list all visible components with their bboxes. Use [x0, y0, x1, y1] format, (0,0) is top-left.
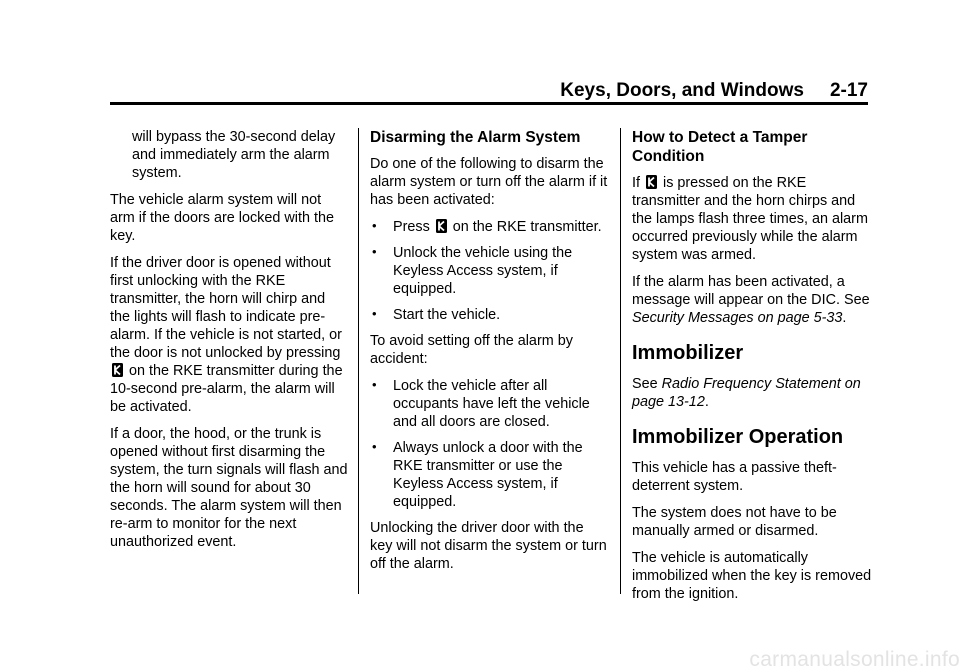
list-item: • Start the vehicle. [370, 306, 608, 324]
alarm-activated-text: If the alarm has been activated, a message will appear on the DIC. See [632, 274, 870, 308]
tamper-text: If [632, 175, 640, 191]
tamper-text-cont: is pressed on the RKE transmitter and the horn chirps and the lamps flash three times, an alarm occurred previously while the alarm system was armed. [632, 175, 868, 263]
header-title [560, 80, 868, 102]
avoid-list [370, 377, 608, 511]
column-divider-1 [358, 128, 359, 594]
watermark: carmanualsonline.info [749, 648, 960, 671]
heading-tamper: How to Detect a Tamper Condition [632, 129, 808, 165]
period: . [842, 310, 847, 326]
heading-immobilizer-operation: Immobilizer Operation [632, 426, 844, 448]
heading-disarming: Disarming the Alarm System [370, 129, 581, 146]
paragraph-passive: This vehicle has a passive theft-deterrent system. [632, 460, 837, 494]
page-number: 2-17 [829, 80, 868, 101]
paragraph-driver-door: Unlocking the driver door with the key will not disarm the system or turn off the alarm. [370, 520, 607, 572]
list-item [370, 218, 608, 236]
cross-reference-link[interactable]: Radio Frequency Statement on page 13-12 [632, 376, 861, 410]
unlock-key-icon [112, 363, 123, 377]
paragraph-manual: The system does not have to be manually armed or disarmed. [632, 505, 837, 539]
paragraph-tamper [632, 174, 872, 264]
heading-immobilizer: Immobilizer [632, 342, 744, 364]
page-header [110, 80, 868, 102]
paragraph-disarm-intro: Do one of the following to disarm the alarm system or turn off the alarm if it has been activated: [370, 156, 608, 208]
pre-alarm-text: If the driver door is opened without first unlocking with the RKE transmitter, the horn will chirp and the lights will flash to indicate pre-alarm. If the vehicle is not started, or the door is not unlocked by pressing [110, 255, 342, 361]
list-item: • Unlock the vehicle using the Keyless Access system, if equipped. [370, 244, 608, 298]
section-title: Keys, Doors, and Windows [560, 80, 804, 101]
unlock-key-icon [646, 175, 657, 189]
header-rule [110, 102, 868, 105]
pre-alarm-text-cont: on the RKE transmitter during the 10-second pre-alarm, the alarm will be activated. [110, 363, 343, 415]
bullet-text-cont: on the RKE transmitter. [452, 219, 602, 235]
paragraph-arm-key: The vehicle alarm system will not arm if the doors are locked with the key. [110, 192, 334, 244]
period: . [704, 394, 709, 410]
paragraph-immobilizer-see [632, 375, 872, 411]
column-divider-2 [620, 128, 621, 594]
unlock-key-icon [436, 219, 447, 233]
disarm-list [370, 218, 608, 324]
list-item: • Lock the vehicle after all occupants have left the vehicle and all doors are closed. [370, 377, 608, 431]
paragraph-avoid-intro: To avoid setting off the alarm by accident: [370, 333, 573, 367]
paragraph-pre-alarm [110, 254, 348, 416]
see-text: See [632, 376, 658, 392]
cross-reference-link[interactable]: Security Messages on page 5-33 [632, 310, 843, 326]
paragraph-automatic: The vehicle is automatically immobilized when the key is removed from the ignition. [632, 550, 872, 602]
paragraph-alarm-activated [632, 273, 872, 327]
paragraph-unauthorized: If a door, the hood, or the trunk is opened without first disarming the system, the turn signals will flash and the horn will sound for about 30 seconds. The alarm system will then re-arm to monitor for the next unauthorized event. [110, 426, 348, 550]
bullet-text: Press [393, 219, 430, 235]
column-1 [110, 128, 348, 560]
list-item: • Always unlock a door with the RKE transmitter or use the Keyless Access system, if equipped. [370, 439, 608, 511]
column-3 [632, 128, 872, 612]
column-2 [370, 128, 608, 582]
paragraph-bypass: will bypass the 30-second delay and immediately arm the alarm system. [132, 129, 336, 181]
